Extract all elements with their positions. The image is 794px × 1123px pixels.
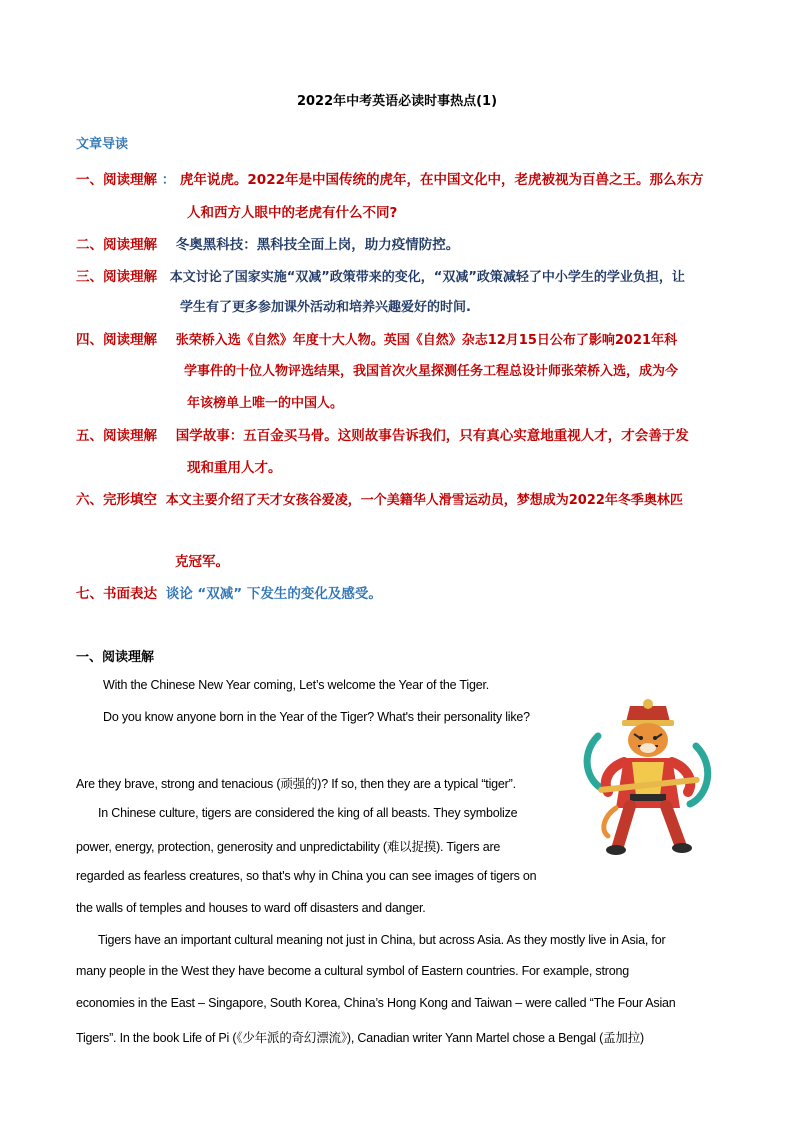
item-text: 虎年说虎。2022年是中国传统的虎年，在中国文化中，老虎被视为百兽之王。那么东方 [179,172,704,188]
item-text: 本文主要介绍了天才女孩谷爱凌，一个美籍华人滑雪运动员，梦想成为2022年冬季奥林匹 [165,493,683,508]
guide-item-1-cont: 人和西方人眼中的老虎有什么不同? [187,205,398,221]
guide-item-5 [76,424,689,444]
passage-line: Tigers have an important cultural meaning not just in China, but across Asia. As they mostly live in Asia, for [98,933,666,947]
guide-heading: 文章导读 [76,137,129,152]
passage-line: Tigers”. In the book Life of Pi (《少年派的奇幻漂流》), Canadian writer Yann Martel chose a Bengal (孟加拉) [76,1031,644,1045]
guide-item-1 [76,168,703,188]
guide-item-4 [76,328,677,348]
guide-item-3-cont: 学生有了更多参加课外活动和培养兴趣爱好的时间. [180,300,471,315]
item-label: 七、书面表达 [76,586,157,602]
item-label: 二、阅读理解 [76,237,157,253]
section-heading: 一、阅读理解 [76,650,155,665]
guide-item-5-cont: 现和重用人才。 [187,460,282,476]
passage-line: In Chinese culture, tigers are considered the king of all beasts. They symbolize [98,806,518,820]
item-label: 一、阅读理解 [76,172,157,188]
guide-item-2 [76,233,459,253]
item-label: 六、完形填空 [76,492,157,508]
guide-item-4-cont: 学事件的十位人物评选结果，我国首次火星探测任务工程总设计师张荣桥入选，成为今 [184,364,679,379]
guide-item-6-cont: 克冠军。 [175,554,229,570]
item-text: 冬奥黑科技：黑科技全面上岗，助力疫情防控。 [175,237,460,253]
passage-line: many people in the West they have become a cultural symbol of Eastern countries. For example, strong [76,964,629,978]
item-text: 本文讨论了国家实施“双减”政策带来的变化，“双减”政策减轻了中小学生的学业负担，让 [169,270,685,285]
guide-item-3 [76,265,685,285]
passage-line: power, energy, protection, generosity and unpredictability (难以捉摸). Tigers are [76,840,501,854]
item-label: 五、阅读理解 [76,428,157,444]
item-label: 三、阅读理解 [76,269,157,285]
passage-line: Do you know anyone born in the Year of the Tiger? What's their personality like? [103,710,530,724]
passage-line: economies in the East – Singapore, South Korea, China’s Hong Kong and Taiwan – were called “The Four Asian [76,996,676,1010]
passage-line: the walls of temples and houses to ward off disasters and danger. [76,901,426,915]
passage-line: With the Chinese New Year coming, Let’s welcome the Year of the Tiger. [103,678,490,692]
passage-line: Are they brave, strong and tenacious (顽强的)? If so, then they are a typical “tiger”. [76,777,516,791]
tiger-warrior-illustration [578,696,718,860]
page-title: 2022年中考英语必读时事热点(1) [296,94,498,109]
guide-item-4-cont2: 年该榜单上唯一的中国人。 [187,396,344,411]
guide-item-6 [76,488,683,508]
guide-item-7 [76,582,382,602]
item-sep: ： [161,172,176,188]
item-text: 谈论 “双减” 下发生的变化及感受。 [165,586,382,602]
item-label: 四、阅读理解 [76,332,157,348]
passage-line: regarded as fearless creatures, so that's why in China you can see images of tigers on [76,869,537,883]
item-text: 张荣桥入选《自然》年度十大人物。英国《自然》杂志12月15日公布了影响2021年科 [175,333,678,348]
item-text: 国学故事：五百金买马骨。这则故事告诉我们，只有真心实意地重视人才，才会善于发 [175,428,689,444]
